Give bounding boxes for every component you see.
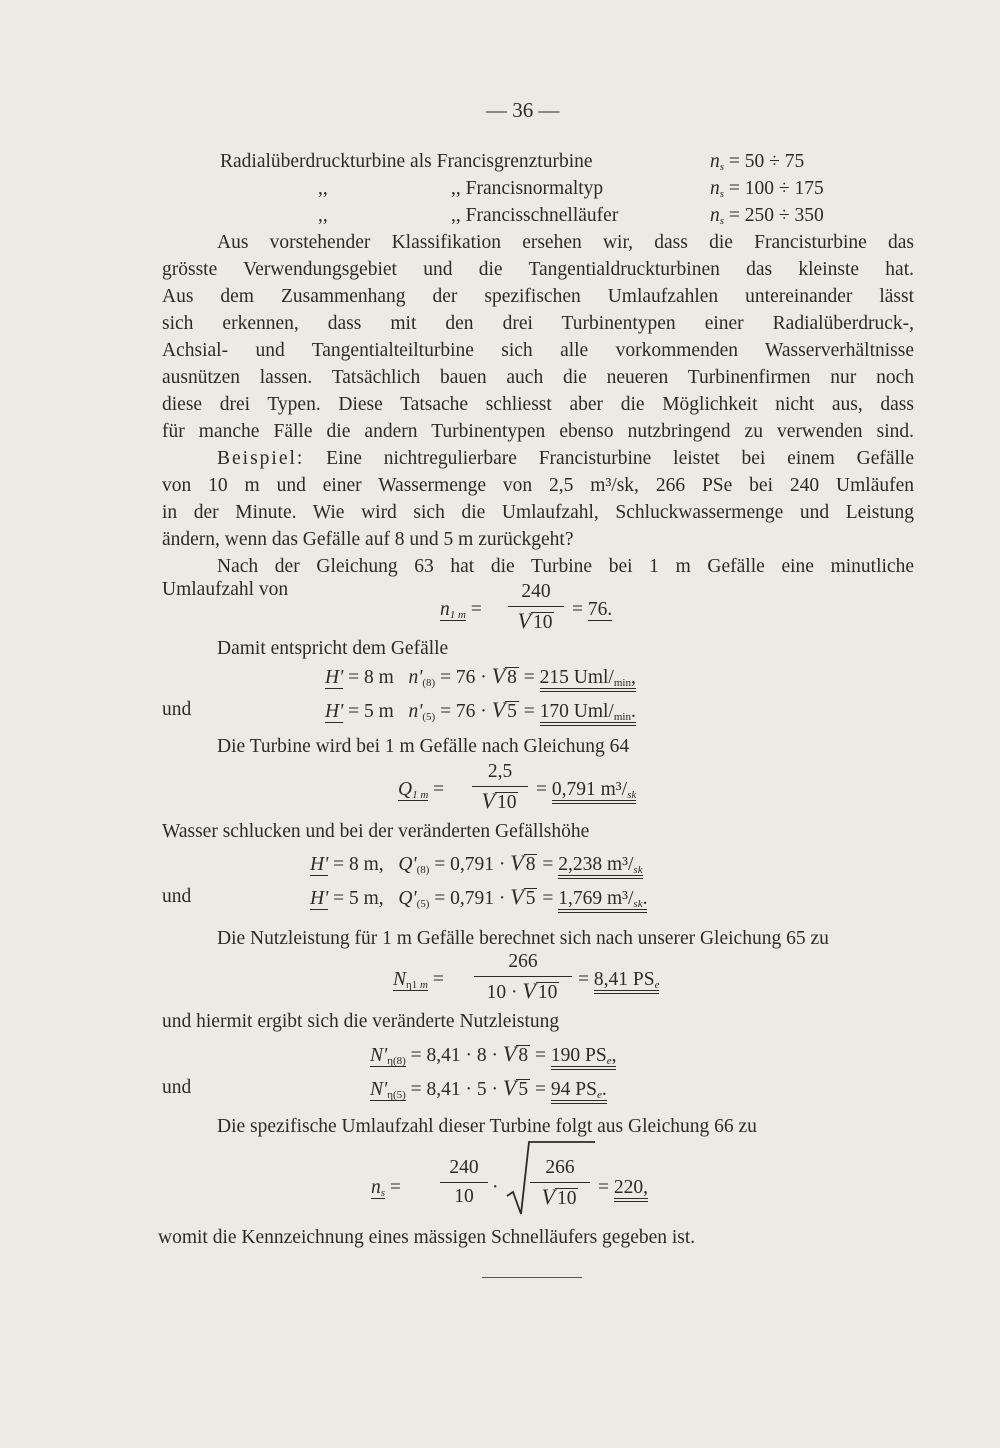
- text-turbine: Die Turbine wird bei 1 m Gefälle nach Gleichung 64: [217, 736, 630, 757]
- class-row-3-value: $n_s = 250 \div 350$: [710, 205, 824, 227]
- eq-n1m-fraction: $\frac{240}{V 10}$: [508, 580, 564, 635]
- text-hiermit: und hiermit ergibt sich die veränderte Nutzleistung: [162, 1011, 560, 1032]
- example-line-3: in der Minute. Wie wird sich die Umlaufzahl, Schluckwassermenge und Leistung: [162, 502, 914, 523]
- eq-n5: H' = 5 m $n'_{(5)} = 76 \cdot V$ 5 = 170 Uml/$_{min}$.: [325, 698, 636, 729]
- eq-ns-dot: ·: [492, 1177, 499, 1198]
- eq-n-eta-fraction: $\frac{266}{10 \cdot V 10}$: [474, 950, 572, 1005]
- text-nutz: Die Nutzleistung für 1 m Gefälle berechnet sich nach unserer Gleichung 65 zu: [217, 928, 829, 949]
- class-row-1-label: Radialüberdruckturbine als Francisgrenzturbine: [220, 151, 593, 172]
- eq-q1m-result: = 0,791 $m^3/_{sk}$: [536, 778, 636, 807]
- text-wasser: Wasser schlucken und bei der veränderten Gefällshöhe: [162, 821, 590, 842]
- text-womit: womit die Kennzeichnung eines mässigen Schnelläufers gegeben ist.: [158, 1227, 696, 1248]
- paragraph-line: Achsial- und Tangentialteilturbine sich alle vorkommenden Wasserverhältnisse: [162, 340, 914, 361]
- text-nach-1: Nach der Gleichung 63 hat die Turbine bei 1 m Gefälle eine minutliche: [217, 556, 914, 577]
- class-row-3-label: ,, Francisschnelläufer: [451, 205, 619, 226]
- eq-n1m-lhs: $n_{1 m}$ =: [440, 599, 482, 621]
- text-nach-2: Umlaufzahl von: [162, 579, 289, 600]
- text-spez: Die spezifische Umlaufzahl dieser Turbine folgt aus Gleichung 66 zu: [217, 1116, 757, 1137]
- paragraph-line: ausnützen lassen. Tatsächlich bauen auch die neueren Turbinenfirmen nur noch: [162, 367, 914, 388]
- eq-ns-inner-fraction: $\frac{266}{V 10}$: [530, 1156, 590, 1211]
- paragraph-line: grösste Verwendungsgebiet und die Tangentialdruckturbinen das kleinste hat.: [162, 259, 914, 280]
- class-row-2-ditto: ,,: [318, 178, 328, 199]
- paragraph-line: diese drei Typen. Diese Tatsache schliesst aber die Möglichkeit nicht aus, dass: [162, 394, 914, 415]
- paragraph-line: Aus vorstehender Klassifikation ersehen wir, dass die Francisturbine das: [217, 232, 914, 253]
- text-damit: Damit entspricht dem Gefälle: [217, 638, 449, 659]
- eq-ns-lhs: $n_s$ =: [371, 1177, 401, 1199]
- text-und: und: [162, 1077, 192, 1098]
- eq-n-eta-lhs: $N_{\eta 1 m}$ =: [393, 969, 444, 991]
- example-line-1: Beispiel: Eine nichtregulierbare Francisturbine leistet bei einem Gefälle: [217, 448, 915, 469]
- class-row-3-ditto: ,,: [318, 205, 328, 226]
- example-line-4: ändern, wenn das Gefälle auf 8 und 5 m zurückgeht?: [162, 529, 574, 550]
- eq-ns-fraction: $\frac{240}{10}$: [440, 1156, 488, 1209]
- paragraph-line: Aus dem Zusammenhang der spezifischen Umlaufzahlen untereinander lässt: [162, 286, 914, 307]
- class-row-1-value: $n_s = 50 \div 75$: [710, 151, 805, 173]
- eq-q5: H' = 5 m, $Q'_{(5)} = 0,791 \cdot V$ 5 = 1,769 $m^3/_{sk}$.: [310, 885, 647, 916]
- class-row-2-label: ,, Francisnormaltyp: [451, 178, 604, 199]
- eq-ns-result: = 220,: [598, 1176, 648, 1200]
- eq-n1m-result: = 76.: [572, 599, 613, 620]
- eq-n-eta-result: = 8,41 $PS_e$: [578, 968, 659, 997]
- page-number: — 36 —: [486, 98, 560, 122]
- text-und: und: [162, 886, 192, 907]
- text-und: und: [162, 699, 192, 720]
- example-line-2: von 10 m und einer Wassermenge von 2,5 m³/sk, 266 PSe bei 240 Umläufen: [162, 475, 914, 496]
- eq-q1m-lhs: $Q_{1 m}$ =: [398, 779, 445, 801]
- paragraph-line: für manche Fälle die andern Turbinentypen ebenso nutzbringend zu verwenden sind.: [162, 421, 914, 442]
- class-row-2-value: $n_s = 100 \div 175$: [710, 178, 824, 200]
- eq-nn5: $N'_{\eta(5)} = 8,41 \cdot 5 \cdot V$ 5 = 94 $PS_e$.: [370, 1076, 607, 1107]
- paragraph-line: sich erkennen, dass mit den drei Turbinentypen einer Radialüberdruck-,: [162, 313, 914, 334]
- eq-q1m-fraction: $\frac{2,5}{V 10}$: [472, 760, 528, 815]
- end-rule: [482, 1277, 582, 1278]
- eq-nn8: $N'_{\eta(8)} = 8,41 \cdot 8 \cdot V$ 8 = 190 $PS_e$,: [370, 1042, 616, 1073]
- eq-q8: H' = 8 m, $Q'_{(8)} = 0,791 \cdot V$ 8 = 2,238 $m^3/_{sk}$: [310, 851, 643, 882]
- eq-n8: H' = 8 m $n'_{(8)} = 76 \cdot V$ 8 = 215 Uml/$_{min}$,: [325, 664, 636, 695]
